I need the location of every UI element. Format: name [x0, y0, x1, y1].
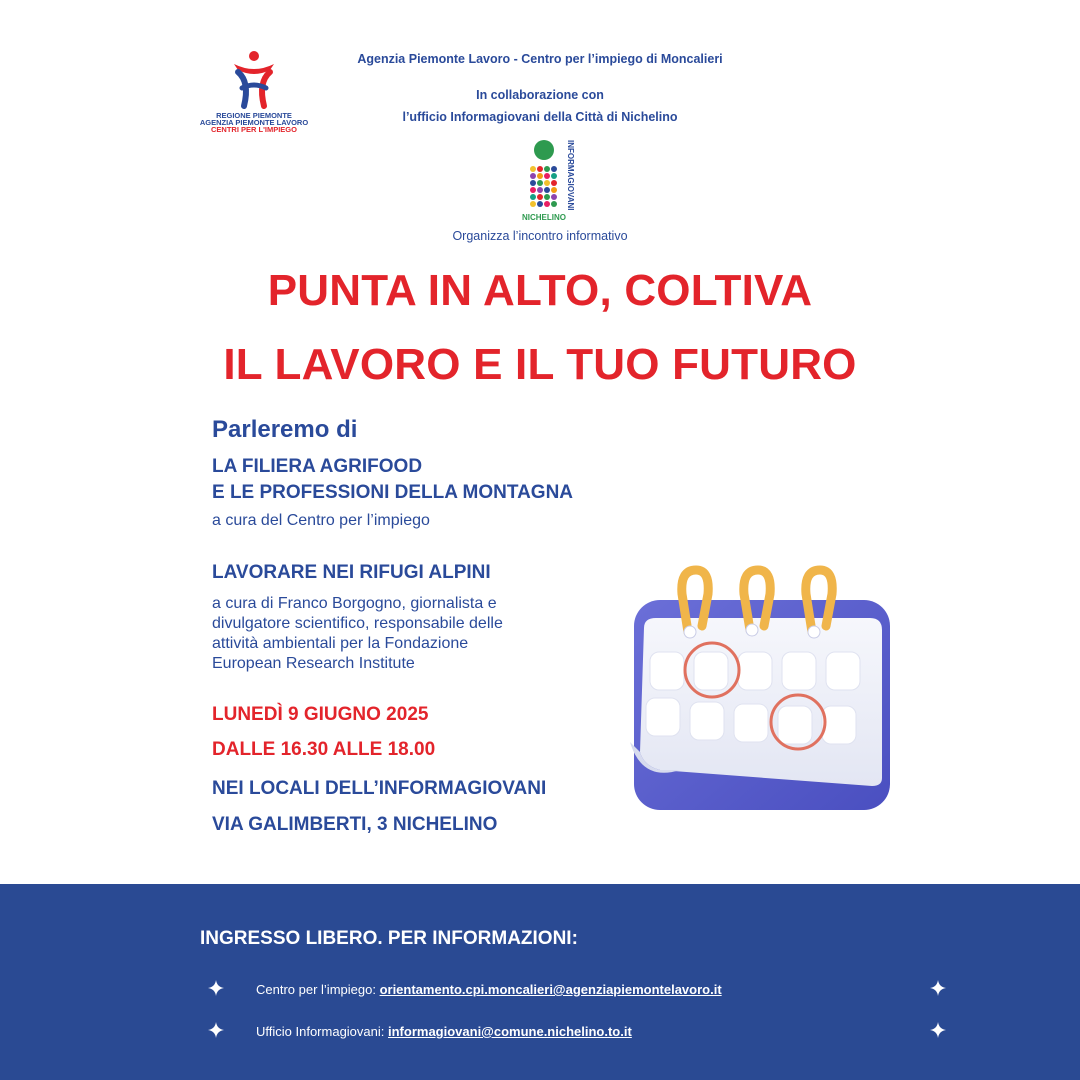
- contact-row-employment-center: [256, 982, 722, 997]
- topic1-title-line1: LA FILIERA AGRIFOOD: [212, 456, 423, 477]
- event-time: DALLE 16.30 ALLE 18.00: [212, 739, 436, 760]
- organizes-text: Organizza l’incontro informativo: [452, 229, 628, 243]
- diamond-bullet-icon: [208, 1022, 224, 1038]
- calendar-illustration: [620, 556, 900, 816]
- logo-region-text: REGIONE PIEMONTE: [216, 111, 292, 120]
- intro-heading: Parleremo di: [212, 416, 358, 443]
- agency-heading: Agenzia Piemonte Lavoro - Centro per l’impiego di Moncalieri: [357, 52, 723, 66]
- topic2-author-line3: attività ambientali per la Fondazione: [212, 635, 469, 652]
- topic2-title: LAVORARE NEI RIFUGI ALPINI: [212, 562, 491, 583]
- logo-agency-text: AGENZIA PIEMONTE LAVORO: [199, 118, 309, 127]
- contact-label: Ufficio Informagiovani:: [256, 1024, 388, 1039]
- diamond-bullet-icon: [930, 1022, 946, 1038]
- event-date: LUNEDÌ 9 GIUGNO 2025: [212, 704, 429, 725]
- contact-label: Centro per l’impiego:: [256, 982, 380, 997]
- office-text: l’ufficio Informagiovani della Città di Nichelino: [402, 110, 678, 124]
- diamond-bullet-icon: [208, 980, 224, 996]
- topic2-author: [212, 594, 612, 674]
- informagiovani-dots-icon: [522, 138, 578, 224]
- collaboration-text: In collaborazione con: [476, 88, 604, 102]
- informagiovani-email-link[interactable]: informagiovani@comune.nichelino.to.it: [388, 1024, 632, 1039]
- nichelino-logo-text: NICHELINO: [522, 213, 566, 222]
- informagiovani-vertical-text: INFORMAGIOVANI: [566, 140, 575, 211]
- agenzia-piemonte-lavoro-logo: [198, 48, 310, 140]
- topic1-title-line2: E LE PROFESSIONI DELLA MONTAGNA: [212, 482, 574, 503]
- event-address: VIA GALIMBERTI, 3 NICHELINO: [212, 814, 498, 835]
- topic1-title: [212, 454, 573, 506]
- topic2-author-line1: a cura di Franco Borgogno, giornalista e: [212, 595, 497, 612]
- main-title-line2: IL LAVORO E IL TUO FUTURO: [223, 340, 857, 389]
- logo-centers-text: CENTRI PER L'IMPIEGO: [211, 125, 297, 134]
- footer-title: INGRESSO LIBERO. PER INFORMAZIONI:: [200, 928, 578, 949]
- informagiovani-logo: [522, 138, 578, 224]
- topic1-author: a cura del Centro per l’impiego: [212, 512, 430, 529]
- main-title-line1: PUNTA IN ALTO, COLTIVA: [267, 266, 813, 315]
- diamond-bullet-icon: [930, 980, 946, 996]
- topic2-author-line2: divulgatore scientifico, responsabile delle: [212, 615, 503, 632]
- contact-row-informagiovani: [256, 1024, 632, 1039]
- calendar-icon: [620, 556, 900, 816]
- figure-logo-icon: [198, 48, 310, 112]
- employment-center-email-link[interactable]: orientamento.cpi.moncalieri@agenziapiemontelavoro.it: [379, 982, 722, 997]
- event-place: NEI LOCALI DELL’INFORMAGIOVANI: [212, 778, 547, 799]
- topic2-author-line4: European Research Institute: [212, 655, 415, 672]
